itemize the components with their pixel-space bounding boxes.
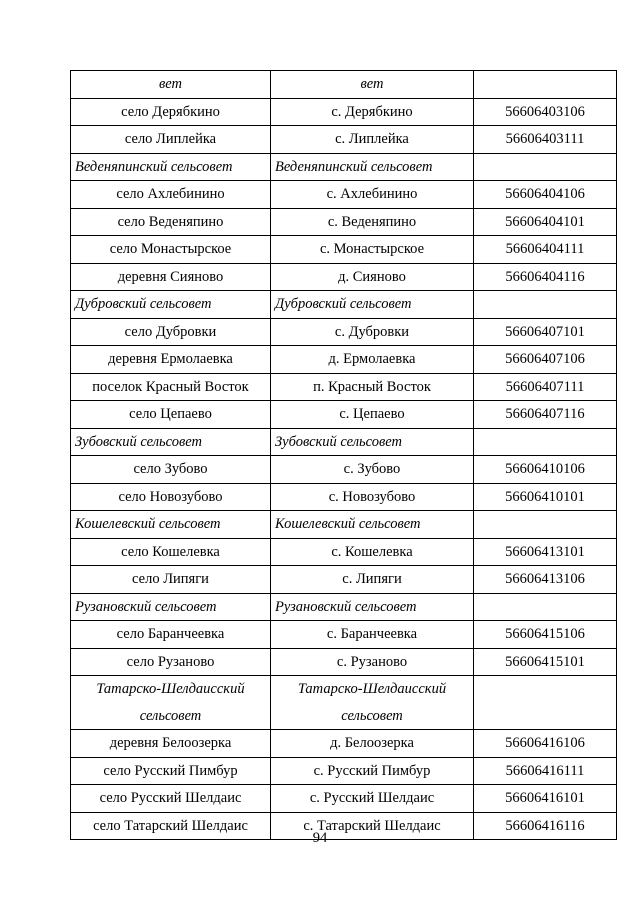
oktmo-code-cell: 56606410106: [474, 456, 617, 484]
settlement-name-cell: село Русский Пимбур: [71, 757, 271, 785]
settlement-row: [71, 730, 617, 758]
oktmo-code-cell: 56606403106: [474, 98, 617, 126]
settlement-name-cell: деревня Белоозерка: [71, 730, 271, 758]
settlement-abbr-cell: с. Русский Пимбур: [271, 757, 474, 785]
settlement-name-cell: вет: [71, 71, 271, 99]
oktmo-code-cell: 56606407111: [474, 373, 617, 401]
oktmo-code-cell: 56606416101: [474, 785, 617, 813]
settlement-row: [71, 538, 617, 566]
settlement-row: [71, 566, 617, 594]
settlement-name-cell: село Липяги: [71, 566, 271, 594]
oktmo-code-cell: 56606416116: [474, 812, 617, 840]
settlement-abbr-cell: Рузановский сельсовет: [271, 593, 474, 621]
settlement-row: [71, 401, 617, 429]
settlement-abbr-cell: с. Липлейка: [271, 126, 474, 154]
oktmo-code-cell: 56606404106: [474, 181, 617, 209]
settlement-abbr-cell: Веденяпинский сельсовет: [271, 153, 474, 181]
settlement-name-cell: деревня Ермолаевка: [71, 346, 271, 374]
settlement-row: [71, 757, 617, 785]
page-number: 94: [312, 830, 328, 846]
settlement-name-cell: село Дубровки: [71, 318, 271, 346]
settlement-abbr-cell: с. Рузаново: [271, 648, 474, 676]
settlement-abbr-cell: с. Монастырское: [271, 236, 474, 264]
settlement-row: [71, 346, 617, 374]
settlement-name-cell: Веденяпинский сельсовет: [71, 153, 271, 181]
settlement-abbr-cell: Кошелевский сельсовет: [271, 511, 474, 539]
oktmo-code-cell: 56606404116: [474, 263, 617, 291]
settlement-row: [71, 98, 617, 126]
settlement-abbr-cell: с. Русский Шелдаис: [271, 785, 474, 813]
settlement-row: [71, 181, 617, 209]
oktmo-code-cell: 56606413106: [474, 566, 617, 594]
settlement-abbr-cell: с. Дерябкино: [271, 98, 474, 126]
settlement-name-cell: село Монастырское: [71, 236, 271, 264]
oktmo-code-cell: 56606415101: [474, 648, 617, 676]
oktmo-code-cell: 56606416106: [474, 730, 617, 758]
settlement-abbr-cell: с. Кошелевка: [271, 538, 474, 566]
oktmo-code-cell: [474, 71, 617, 99]
settlement-abbr-cell: с. Липяги: [271, 566, 474, 594]
settlement-name-cell: Дубровский сельсовет: [71, 291, 271, 319]
oktmo-code-cell: 56606407101: [474, 318, 617, 346]
oktmo-code-cell: 56606413101: [474, 538, 617, 566]
settlement-name-cell: Рузановский сельсовет: [71, 593, 271, 621]
oktmo-code-cell: 56606410101: [474, 483, 617, 511]
oktmo-code-cell: [474, 428, 617, 456]
settlement-row: [71, 483, 617, 511]
settlement-name-cell: село Дерябкино: [71, 98, 271, 126]
settlement-name-cell: село Веденяпино: [71, 208, 271, 236]
settlement-abbr-cell: п. Красный Восток: [271, 373, 474, 401]
settlement-abbr-cell: с. Ахлебинино: [271, 181, 474, 209]
settlement-row: [71, 621, 617, 649]
settlement-name-cell: село Татарский Шелдаис: [71, 812, 271, 840]
settlement-row: [71, 785, 617, 813]
settlement-name-cell: село Ахлебинино: [71, 181, 271, 209]
settlement-abbr-cell: д. Белоозерка: [271, 730, 474, 758]
settlement-name-cell: село Баранчеевка: [71, 621, 271, 649]
settlement-abbr-cell: с. Баранчеевка: [271, 621, 474, 649]
oktmo-code-cell: 56606415106: [474, 621, 617, 649]
oktmo-code-cell: 56606407116: [474, 401, 617, 429]
settlement-row: [71, 648, 617, 676]
settlement-name-cell: село Новозубово: [71, 483, 271, 511]
oktmo-code-cell: 56606407106: [474, 346, 617, 374]
oktmo-code-cell: 56606403111: [474, 126, 617, 154]
settlement-abbr-cell: с. Новозубово: [271, 483, 474, 511]
settlement-name-cell: Зубовский сельсовет: [71, 428, 271, 456]
table-body: [71, 71, 617, 840]
settlement-abbr-cell: Татарско-Шелдаисский сельсовет: [271, 676, 474, 730]
settlement-abbr-cell: с. Веденяпино: [271, 208, 474, 236]
settlement-row: [71, 208, 617, 236]
settlement-row: [71, 373, 617, 401]
settlement-name-cell: село Зубово: [71, 456, 271, 484]
oktmo-code-cell: [474, 676, 617, 730]
settlement-name-cell: деревня Сияново: [71, 263, 271, 291]
settlement-name-cell: Кошелевский сельсовет: [71, 511, 271, 539]
oktmo-code-cell: [474, 291, 617, 319]
council-header-row: [71, 511, 617, 539]
settlement-name-cell: поселок Красный Восток: [71, 373, 271, 401]
settlement-abbr-cell: д. Сияново: [271, 263, 474, 291]
oktmo-code-cell: 56606404101: [474, 208, 617, 236]
settlement-abbr-cell: д. Ермолаевка: [271, 346, 474, 374]
settlement-name-cell: село Цепаево: [71, 401, 271, 429]
council-header-row: [71, 676, 617, 730]
oktmo-code-cell: [474, 593, 617, 621]
settlement-name-cell: Татарско-Шелдаисский сельсовет: [71, 676, 271, 730]
oktmo-code-cell: [474, 153, 617, 181]
settlement-row: [71, 318, 617, 346]
council-header-row: [71, 428, 617, 456]
settlement-row: [71, 126, 617, 154]
settlement-row: [71, 236, 617, 264]
settlement-abbr-cell: с. Цепаево: [271, 401, 474, 429]
council-header-row: [71, 153, 617, 181]
settlement-name-cell: село Рузаново: [71, 648, 271, 676]
settlement-row: [71, 456, 617, 484]
oktmo-code-cell: 56606404111: [474, 236, 617, 264]
settlement-row: [71, 263, 617, 291]
settlement-abbr-cell: Зубовский сельсовет: [271, 428, 474, 456]
settlement-name-cell: село Липлейка: [71, 126, 271, 154]
settlement-name-cell: село Кошелевка: [71, 538, 271, 566]
council-header-row: [71, 291, 617, 319]
council-header-row: [71, 71, 617, 99]
settlement-abbr-cell: вет: [271, 71, 474, 99]
settlement-abbr-cell: с. Зубово: [271, 456, 474, 484]
oktmo-code-cell: [474, 511, 617, 539]
oktmo-code-cell: 56606416111: [474, 757, 617, 785]
settlements-table: [70, 70, 617, 840]
council-header-row: [71, 593, 617, 621]
settlement-name-cell: село Русский Шелдаис: [71, 785, 271, 813]
settlement-abbr-cell: с. Татарский Шелдаис: [271, 812, 474, 840]
settlement-abbr-cell: Дубровский сельсовет: [271, 291, 474, 319]
settlement-abbr-cell: с. Дубровки: [271, 318, 474, 346]
